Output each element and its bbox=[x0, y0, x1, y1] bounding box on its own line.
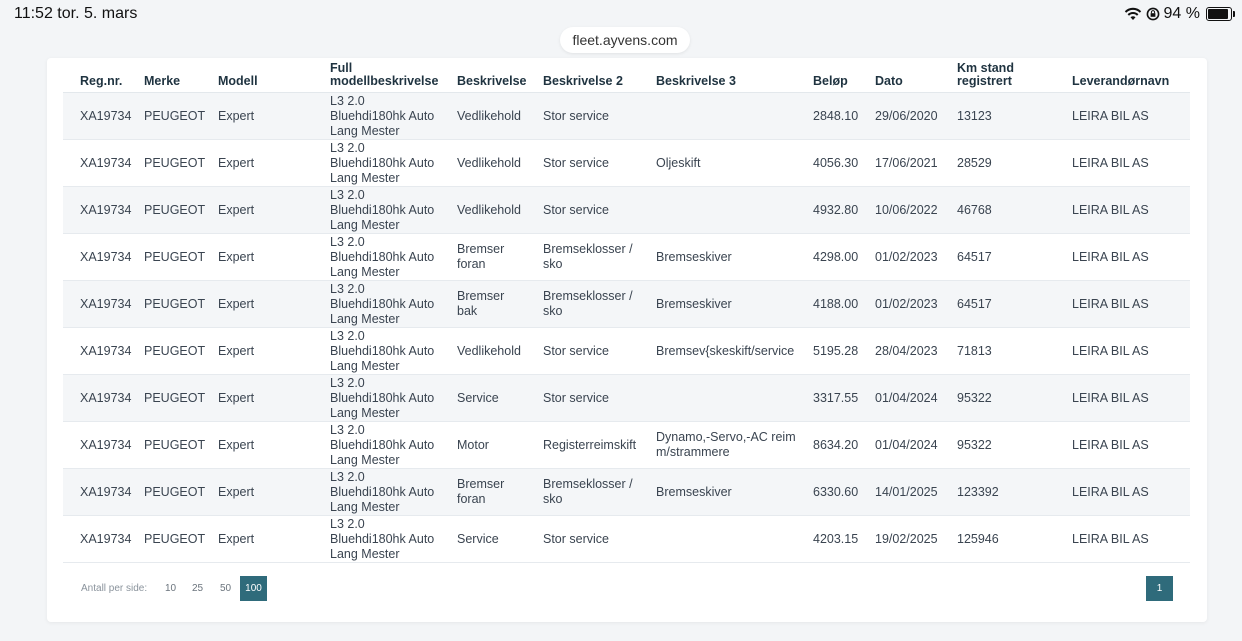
column-header[interactable]: Modell bbox=[201, 58, 313, 93]
table-cell: 4298.00 bbox=[796, 234, 858, 281]
table-cell: Oljeskift bbox=[639, 140, 796, 187]
table-cell: Expert bbox=[201, 187, 313, 234]
table-cell: 95322 bbox=[940, 375, 1055, 422]
table-cell: Stor service bbox=[526, 187, 639, 234]
table-cell: PEUGEOT bbox=[127, 234, 201, 281]
column-header[interactable]: Reg.nr. bbox=[63, 58, 127, 93]
table-cell: Bremser bak bbox=[440, 281, 526, 328]
table-cell: 14/01/2025 bbox=[858, 469, 940, 516]
table-cell: XA19734 bbox=[63, 422, 127, 469]
table-row bbox=[63, 93, 1190, 140]
table-cell: XA19734 bbox=[63, 375, 127, 422]
table-cell: 2848.10 bbox=[796, 93, 858, 140]
table-cell: Vedlikehold bbox=[440, 140, 526, 187]
table-cell: LEIRA BIL AS bbox=[1055, 140, 1190, 187]
table-cell: Stor service bbox=[526, 516, 639, 563]
table-cell: Service bbox=[440, 516, 526, 563]
status-time-date: 11:52 tor. 5. mars bbox=[14, 5, 138, 22]
table-cell: LEIRA BIL AS bbox=[1055, 93, 1190, 140]
table-footer bbox=[63, 566, 1190, 606]
table-cell bbox=[639, 375, 796, 422]
lock-rotation-icon bbox=[1146, 7, 1160, 21]
page-button-current[interactable]: 1 bbox=[1146, 576, 1173, 601]
table-cell: PEUGEOT bbox=[127, 140, 201, 187]
per-page-option-25[interactable]: 25 bbox=[192, 583, 204, 594]
table-cell: Expert bbox=[201, 516, 313, 563]
table-cell: 4188.00 bbox=[796, 281, 858, 328]
table-cell: Motor bbox=[440, 422, 526, 469]
table-cell bbox=[639, 187, 796, 234]
table-cell: PEUGEOT bbox=[127, 375, 201, 422]
table-cell: 4932.80 bbox=[796, 187, 858, 234]
table-cell: Bremseklosser / sko bbox=[526, 234, 639, 281]
column-header[interactable]: Full modellbeskrivelse bbox=[313, 58, 440, 93]
table-cell: Vedlikehold bbox=[440, 187, 526, 234]
table-cell: L3 2.0 Bluehdi180hk Auto Lang Mester bbox=[313, 93, 440, 140]
table-cell: Expert bbox=[201, 93, 313, 140]
table-cell: 01/02/2023 bbox=[858, 281, 940, 328]
table-cell: 6330.60 bbox=[796, 469, 858, 516]
table-cell: Expert bbox=[201, 375, 313, 422]
table-cell: PEUGEOT bbox=[127, 187, 201, 234]
table-cell: 125946 bbox=[940, 516, 1055, 563]
table-cell: Expert bbox=[201, 422, 313, 469]
table-cell: XA19734 bbox=[63, 281, 127, 328]
table-cell: Bremseskiver bbox=[639, 469, 796, 516]
table-cell bbox=[639, 93, 796, 140]
table-body bbox=[63, 93, 1190, 563]
table-cell: Expert bbox=[201, 281, 313, 328]
table-cell: LEIRA BIL AS bbox=[1055, 281, 1190, 328]
table-row bbox=[63, 187, 1190, 234]
column-header[interactable]: Beskrivelse 3 bbox=[639, 58, 796, 93]
table-cell: Bremser foran bbox=[440, 469, 526, 516]
table-cell: LEIRA BIL AS bbox=[1055, 187, 1190, 234]
table-cell: Expert bbox=[201, 328, 313, 375]
column-header[interactable]: Leverandørnavn bbox=[1055, 58, 1190, 93]
table-row bbox=[63, 328, 1190, 375]
table-cell: Service bbox=[440, 375, 526, 422]
table-row bbox=[63, 375, 1190, 422]
table-cell: XA19734 bbox=[63, 187, 127, 234]
per-page-label: Antall per side: bbox=[81, 583, 148, 594]
table-row bbox=[63, 516, 1190, 563]
table-row bbox=[63, 140, 1190, 187]
per-page-option-100-active[interactable]: 100 bbox=[240, 576, 267, 601]
table-cell: Vedlikehold bbox=[440, 93, 526, 140]
table-cell: PEUGEOT bbox=[127, 469, 201, 516]
table-cell: 01/02/2023 bbox=[858, 234, 940, 281]
table-cell: Bremseklosser / sko bbox=[526, 281, 639, 328]
table-cell: LEIRA BIL AS bbox=[1055, 516, 1190, 563]
column-header[interactable]: Beskrivelse bbox=[440, 58, 526, 93]
table-cell: Vedlikehold bbox=[440, 328, 526, 375]
table-cell: LEIRA BIL AS bbox=[1055, 234, 1190, 281]
table-cell: 01/04/2024 bbox=[858, 422, 940, 469]
table-cell: 4056.30 bbox=[796, 140, 858, 187]
table-row bbox=[63, 469, 1190, 516]
table-cell: L3 2.0 Bluehdi180hk Auto Lang Mester bbox=[313, 469, 440, 516]
table-cell: XA19734 bbox=[63, 93, 127, 140]
per-page-option-10[interactable]: 10 bbox=[165, 583, 177, 594]
table-cell: 28/04/2023 bbox=[858, 328, 940, 375]
table-cell: Stor service bbox=[526, 328, 639, 375]
table-cell: Bremsev{skeskift/service bbox=[639, 328, 796, 375]
table-cell: 3317.55 bbox=[796, 375, 858, 422]
table-cell: 95322 bbox=[940, 422, 1055, 469]
table-cell: 46768 bbox=[940, 187, 1055, 234]
table-cell: PEUGEOT bbox=[127, 422, 201, 469]
table-cell bbox=[639, 516, 796, 563]
table-cell: Stor service bbox=[526, 375, 639, 422]
table-cell: XA19734 bbox=[63, 140, 127, 187]
table-cell: PEUGEOT bbox=[127, 281, 201, 328]
table-cell: PEUGEOT bbox=[127, 93, 201, 140]
table-cell: 123392 bbox=[940, 469, 1055, 516]
table-cell: LEIRA BIL AS bbox=[1055, 375, 1190, 422]
table-cell: 13123 bbox=[940, 93, 1055, 140]
table-row bbox=[63, 422, 1190, 469]
column-header[interactable]: Dato bbox=[858, 58, 940, 93]
table-cell: L3 2.0 Bluehdi180hk Auto Lang Mester bbox=[313, 422, 440, 469]
table-cell: XA19734 bbox=[63, 469, 127, 516]
table-cell: LEIRA BIL AS bbox=[1055, 328, 1190, 375]
table-cell: 4203.15 bbox=[796, 516, 858, 563]
table-cell: 71813 bbox=[940, 328, 1055, 375]
wifi-icon bbox=[1124, 7, 1142, 21]
table-cell: 28529 bbox=[940, 140, 1055, 187]
service-history-table bbox=[63, 58, 1190, 563]
table-row bbox=[63, 281, 1190, 328]
table-cell: XA19734 bbox=[63, 516, 127, 563]
table-cell: L3 2.0 Bluehdi180hk Auto Lang Mester bbox=[313, 328, 440, 375]
table-cell: 8634.20 bbox=[796, 422, 858, 469]
table-container bbox=[63, 58, 1190, 563]
table-cell: 5195.28 bbox=[796, 328, 858, 375]
table-cell: Bremseskiver bbox=[639, 281, 796, 328]
table-cell: L3 2.0 Bluehdi180hk Auto Lang Mester bbox=[313, 234, 440, 281]
table-cell: Stor service bbox=[526, 140, 639, 187]
table-cell: L3 2.0 Bluehdi180hk Auto Lang Mester bbox=[313, 281, 440, 328]
table-cell: Bremser foran bbox=[440, 234, 526, 281]
maintenance-card bbox=[47, 58, 1207, 622]
table-cell: 01/04/2024 bbox=[858, 375, 940, 422]
battery-percent: 94 % bbox=[1163, 5, 1200, 22]
table-cell: 64517 bbox=[940, 281, 1055, 328]
table-cell: XA19734 bbox=[63, 328, 127, 375]
column-header[interactable]: Beløp bbox=[796, 58, 858, 93]
table-cell: LEIRA BIL AS bbox=[1055, 422, 1190, 469]
battery-icon bbox=[1206, 7, 1232, 21]
table-row bbox=[63, 234, 1190, 281]
column-header[interactable]: Km stand registrert bbox=[940, 58, 1055, 93]
table-cell: Registerreimskift bbox=[526, 422, 639, 469]
table-cell: LEIRA BIL AS bbox=[1055, 469, 1190, 516]
status-bar bbox=[0, 0, 1242, 30]
table-cell: Bremseskiver bbox=[639, 234, 796, 281]
table-cell: Bremseklosser / sko bbox=[526, 469, 639, 516]
table-cell: 64517 bbox=[940, 234, 1055, 281]
table-cell: L3 2.0 Bluehdi180hk Auto Lang Mester bbox=[313, 187, 440, 234]
table-cell: 10/06/2022 bbox=[858, 187, 940, 234]
table-cell: Dynamo,-Servo,-AC reim m/strammere bbox=[639, 422, 796, 469]
table-cell: Expert bbox=[201, 140, 313, 187]
table-cell: PEUGEOT bbox=[127, 328, 201, 375]
table-cell: Expert bbox=[201, 469, 313, 516]
table-cell: Expert bbox=[201, 234, 313, 281]
table-cell: 19/02/2025 bbox=[858, 516, 940, 563]
table-header-row bbox=[63, 58, 1190, 93]
column-header[interactable]: Merke bbox=[127, 58, 201, 93]
per-page-option-50[interactable]: 50 bbox=[220, 583, 232, 594]
table-cell: 29/06/2020 bbox=[858, 93, 940, 140]
table-cell: PEUGEOT bbox=[127, 516, 201, 563]
table-cell: Stor service bbox=[526, 93, 639, 140]
table-cell: XA19734 bbox=[63, 234, 127, 281]
table-cell: L3 2.0 Bluehdi180hk Auto Lang Mester bbox=[313, 516, 440, 563]
url-text: fleet.ayvens.com bbox=[572, 32, 678, 48]
table-cell: 17/06/2021 bbox=[858, 140, 940, 187]
column-header[interactable]: Beskrivelse 2 bbox=[526, 58, 639, 93]
table-cell: L3 2.0 Bluehdi180hk Auto Lang Mester bbox=[313, 140, 440, 187]
url-bar[interactable] bbox=[560, 27, 690, 53]
status-indicators bbox=[1124, 5, 1232, 23]
table-cell: L3 2.0 Bluehdi180hk Auto Lang Mester bbox=[313, 375, 440, 422]
